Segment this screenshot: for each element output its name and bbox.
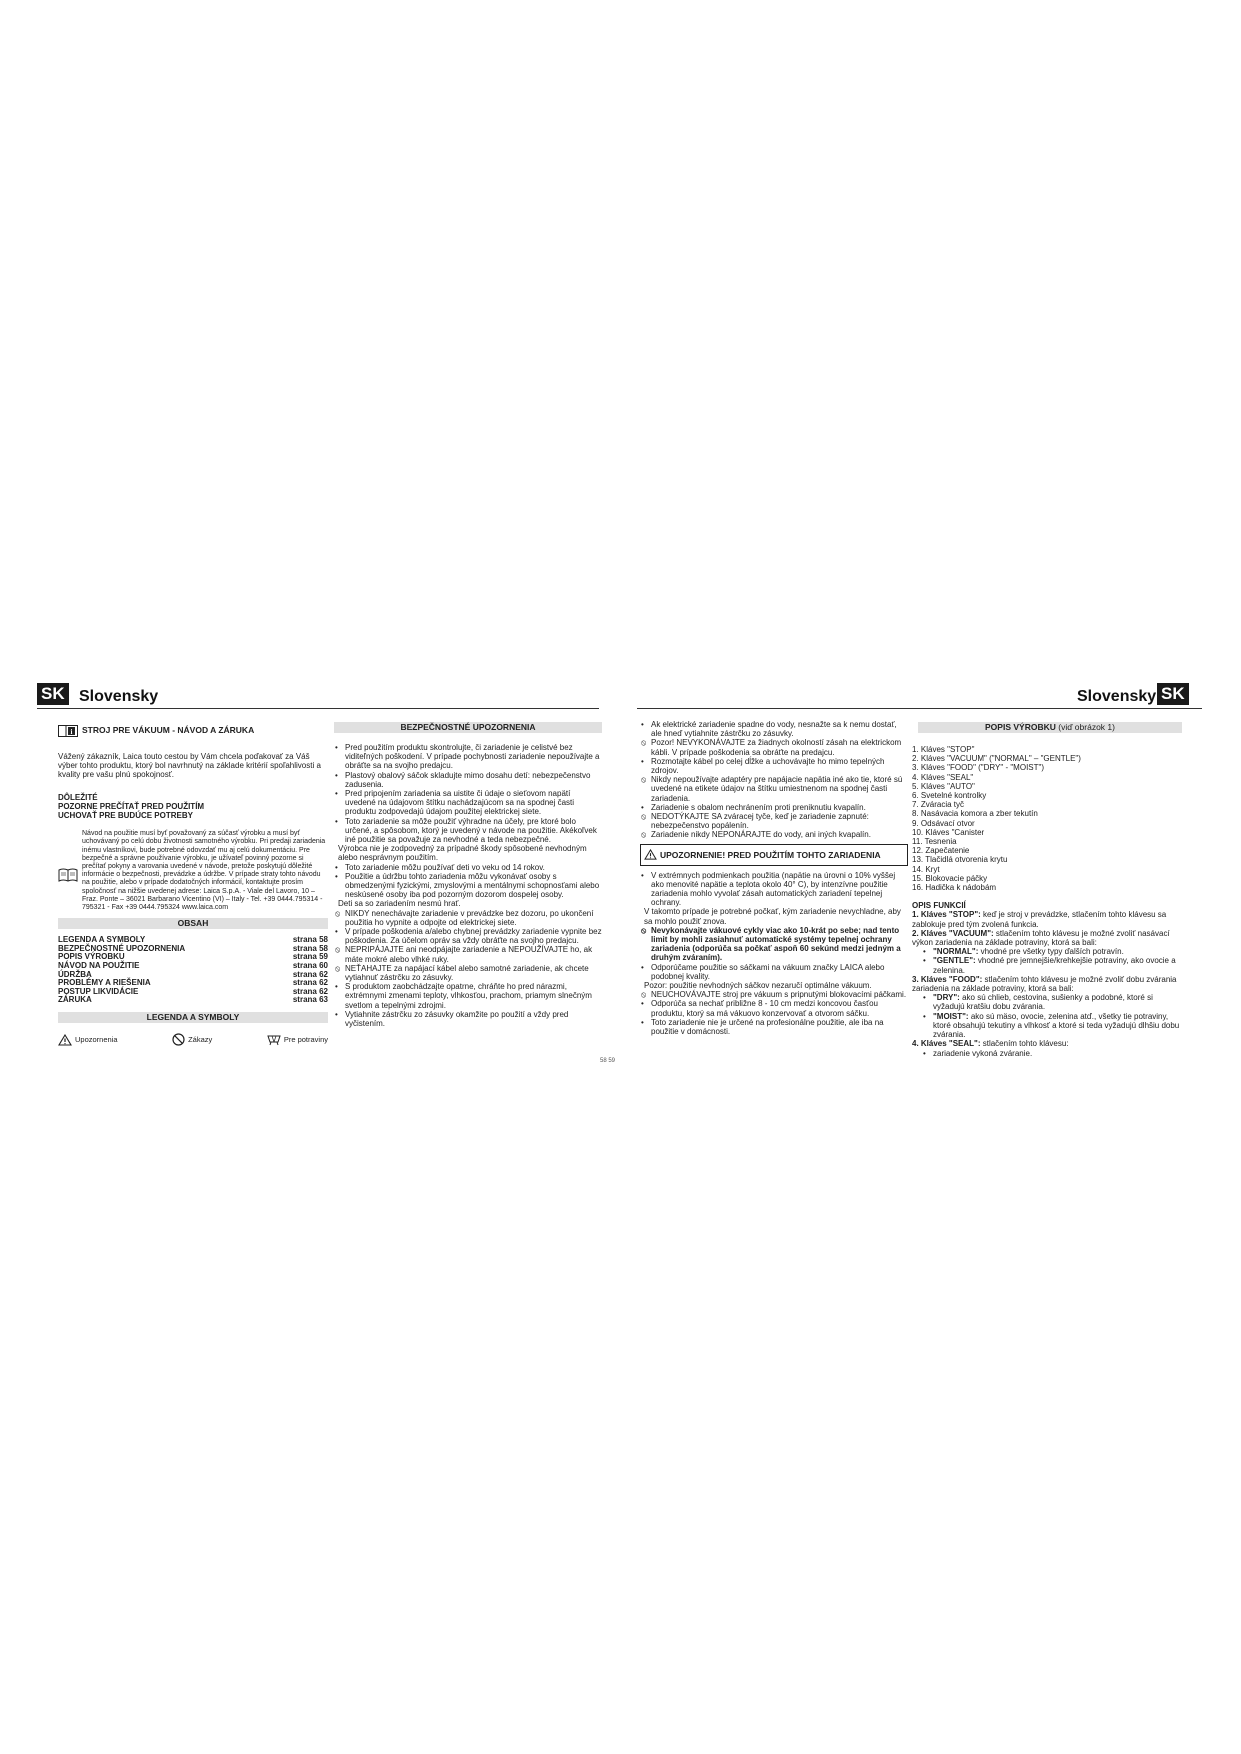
food-options [922, 993, 1182, 1039]
safety-list [334, 743, 602, 1028]
column-safety [334, 722, 602, 1028]
part-item: 7. Zváracia tyč [912, 800, 965, 810]
list-item: Deti sa so zariadením nesmú hrať. [338, 899, 461, 909]
list-item: ⦸ NEUCHOVÁVAJTE stroj pre vákuum s pripnutými blokovacími páčkami. [640, 990, 908, 999]
option-text: ako sú mäso, ovocie, zelenina atď., všetky tie potraviny, ktoré obsahujú tekutiny a vlhkosť a ktoré si teda vyžadujú dlhšiu dobu zvárania. [933, 1011, 1180, 1040]
page-numbers: 58 59 [600, 1058, 616, 1064]
list-item: • zariadenie vykoná zváranie. [922, 1049, 1182, 1058]
contents-heading: OBSAH [58, 918, 328, 929]
function-stop-label: 1. Kláves "STOP": [912, 910, 981, 920]
toc-page: strana 62 [292, 978, 328, 988]
list-item: • Zariadenie s obalom nechránením proti preniknutiu kvapalín. [640, 803, 908, 812]
language-tag-right: SK [1157, 683, 1189, 705]
toc-page: strana 63 [292, 995, 328, 1005]
legend-food-label: Pre potraviny [283, 1035, 328, 1044]
list-item: ⦸ Nikdy nepoužívajte adaptéry pre napájacie napätia iné ako tie, ktoré sú uvedené na etikete údajov na štítku umiestnenom na spodnej časti zariadenia. [640, 775, 908, 803]
list-item: V takomto prípade je potrebné počkať, kým zariadenie nevychladne, aby sa mohlo použiť znova. [644, 907, 901, 926]
warnings-list-top [640, 720, 908, 840]
list-item: • Pred použitím produktu skontrolujte, či zariadenie je celistvé bez viditeľných poškodení. V prípade pochybnosti zariadenie nepoužívajte a obráťte sa na svojho predajcu. [334, 743, 602, 771]
toc-page: strana 62 [292, 969, 328, 979]
toc-label: POSTUP LIKVIDÁCIE [58, 986, 139, 996]
vacuum-options [922, 947, 1182, 975]
option-text: vhodné pre jemnejšie/krehkejšie potraviny, ako ovocie a zelenina. [933, 956, 1176, 975]
list-item: • S produktom zaobchádzajte opatrne, chráňte ho pred nárazmi, extrémnymi zmenami teploty, vlhkosťou, prachom, priamym slnečným svetlom a tepelnými zdrojmi. [334, 982, 602, 1010]
list-item: ⦸ NEDOTÝKAJTE SA zváracej tyče, keď je zariadenie zapnuté: nebezpečenstvo popálenín. [640, 812, 908, 830]
list-item: • Ak elektrické zariadenie spadne do vody, nesnažte sa k nemu dostať, ale hneď vytiahnite zástrčku zo zásuvky. [640, 720, 908, 738]
part-item: 9. Odsávací otvor [912, 818, 975, 828]
toc-label: LEGENDA A SYMBOLY [58, 935, 146, 945]
seal-options [922, 1049, 1182, 1058]
warning-banner [640, 844, 908, 866]
list-item: Výrobca nie je zodpovedný za prípadné škody spôsobené nevhodným alebo nesprávnym použitím. [338, 844, 587, 863]
function-food-text: stlačením tohto klávesu je možné zvoliť dobu zvárania zariadenia na základe potraviny, ktorá sa bali: [912, 974, 1177, 994]
function-vacuum [912, 929, 1182, 947]
function-stop-text: keď je stroj v prevádzke, stlačením tohto klávesu sa zablokuje pred tým zvolená funkcia. [912, 910, 1167, 929]
part-item: 1. Kláves "STOP" [912, 745, 975, 754]
option-label: "GENTLE": [933, 956, 976, 966]
toc-label: BEZPEČNOSTNÉ UPOZORNENIA [58, 943, 186, 953]
list-item: • Toto zariadenie sa môže použiť výhradne na účely, pre ktoré bolo určené, a spôsobom, ktorý je uvedený v návode na použitie. Akékoľvek iné použitie sa považuje za nevhodné a teda nebezpečné. [334, 817, 602, 845]
part-item: 15. Blokovacie páčky [912, 873, 988, 883]
language-tag-left: SK [37, 683, 69, 705]
important-read: POZORNE PREČÍTAŤ PRED POUŽITÍM [58, 801, 205, 811]
function-food [912, 975, 1182, 993]
description-heading [918, 722, 1182, 733]
option-label: "DRY": [933, 993, 960, 1003]
toc-page: strana 59 [292, 952, 328, 962]
important-keep: UCHOVAŤ PRE BUDÚCE POTREBY [58, 811, 193, 821]
option-text: vhodné pre všetky typy ďalších potravín. [978, 947, 1124, 957]
food-icon [267, 1034, 281, 1046]
part-item: 2. Kláves "VACUUM" ("NORMAL" – "GENTLE") [912, 754, 1081, 764]
function-vacuum-label: 2. Kláves "VACUUM": [912, 928, 994, 938]
warning-icon [644, 846, 657, 864]
column-warnings [640, 720, 908, 1036]
warnings-list-bottom [640, 871, 908, 1037]
manual-notice-text: Návod na použitie musí byť považovaný za súčasť výrobku a musí byť uchovávaný po celú dobu životnosti samotného výrobku. Pri predaji zariadenia inému vlastníkovi, bude potrebné odovzdať mu aj celú dokumentáciu. Pre bezpečné a správne používanie výrobku, je užívateľ povinný pozorne si prečítať pokyny a varovania uvedené v návode, pretože poskytujú dôležité informácie o bezpečnosti, prevádzke a údržbe. V prípade straty tohto návodu na použitie, alebo v prípade dodatočných informácií, kontaktujte prosím spoločnosť na nižšie uvedenej adrese: Laica S.p.A. - Viale del Lavoro, 10 – Fraz. Ponte – 36021 Barbarano Vicentino (VI) – Italy - Tel. +39 0444.795314 - 795321 - Fax +39 0444.795324 www.laica.com [82, 830, 326, 912]
legend-prohibition-label: Zákazy [188, 1035, 213, 1044]
list-item: • Pred pripojením zariadenia sa uistite či údaje o sieťovom napätí uvedené na údajovom štítku nachádzajúcom sa na spodnej časti produktu zodpovedajú údajom použitej elektrickej siete. [334, 789, 602, 817]
toc-label: POPIS VÝROBKU [58, 952, 125, 962]
part-item: 5. Kláves "AUTO" [912, 781, 975, 791]
toc-page: strana 62 [292, 986, 328, 996]
list-item: • Odporúča sa nechať približne 8 - 10 cm medzi koncovou časťou produktu, ktorý sa má vákuovo konzervovať a otvorom sáčku. [640, 999, 908, 1017]
parts-list [912, 745, 1182, 892]
toc-label: ÚDRŽBA [58, 969, 92, 979]
table-of-contents [58, 936, 328, 1005]
info-book-icon [58, 722, 78, 740]
safety-heading: BEZPEČNOSTNÉ UPOZORNENIA [334, 722, 602, 733]
header-rule-left [37, 708, 599, 709]
function-seal-text: stlačením tohto klávesu: [980, 1039, 1069, 1049]
function-vacuum-text: stlačením tohto klávesu je možné zvoliť nasávací výkon zariadenia na základe potraviny, ktorá sa bali: [912, 928, 1170, 948]
page-title-left: Slovensky [79, 688, 159, 705]
list-item: • Odporúčame použitie so sáčkami na vákuum značky LAICA alebo podobnej kvality. [640, 963, 908, 981]
list-item: ⦸ Zariadenie nikdy NEPONÁRAJTE do vody, ani iných kvapalín. [640, 830, 908, 839]
list-item: • V extrémnych podmienkach použitia (napätie na úrovni o 10% vyššej ako menovité napätie a teplota okolo 40° C), by intenzívne použitie zariadenia mohlo vyvolať zásah automatických zariadení tepelnej ochrany. [640, 871, 908, 908]
page-title-right: Slovensky [1077, 688, 1157, 705]
list-item [922, 1012, 1182, 1040]
list-item [922, 947, 1182, 956]
legend-heading: LEGENDA A SYMBOLY [58, 1012, 328, 1023]
part-item: 11. Tesnenia [912, 837, 957, 847]
list-item: • Vytiahnite zástrčku zo zásuvky okamžite po použití a vždy pred vyčistením. [334, 1010, 602, 1028]
part-item: 4. Kláves "SEAL" [912, 772, 974, 782]
list-item: ⦸ Nevykonávajte vákuové cykly viac ako 10-krát po sebe; nad tento limit by mohli zasiahnuť automatické systémy tepelnej ochrany zariadenia (odporúča sa počkať aspoň 60 sekúnd medzi jedným a druhým zváraním). [640, 926, 908, 963]
part-item: 3. Kláves "FOOD" ("DRY" - "MOIST") [912, 763, 1045, 773]
part-item: 10. Kláves "Canister [912, 827, 985, 837]
list-item: • Toto zariadenie môžu používať deti vo veku od 14 rokov. [334, 863, 602, 872]
function-food-label: 3. Kláves "FOOD": [912, 974, 983, 984]
legend-symbols [58, 1033, 328, 1046]
function-seal-label: 4. Kláves "SEAL": [912, 1039, 981, 1049]
toc-label: ZÁRUKA [58, 995, 92, 1005]
list-item: • V prípade poškodenia a/alebo chybnej prevádzky zariadenie vypnite bez poškodenia. Za účelom opráv sa vždy obráťte na svojho predajcu. [334, 927, 602, 945]
function-stop [912, 910, 1182, 928]
important-heading: DÔLEŽITÉ [58, 792, 98, 802]
list-item: ⦸ Pozor! NEVYKONÁVAJTE za žiadnych okolností zásah na elektrickom kábli. V prípade poškodenia sa obráťte na predajcu. [640, 738, 908, 756]
list-item: • Použitie a údržbu tohto zariadenia môžu vykonávať osoby s obmedzenými fyzickými, zmyslovými a mentálnymi schopnosťami alebo neskúsené osoby iba pod pozorným dozorom dospelej osoby. [334, 872, 602, 900]
prohibition-icon [172, 1033, 185, 1046]
option-label: "NORMAL": [933, 947, 979, 957]
part-item: 13. Tlačidlá otvorenia krytu [912, 855, 1008, 865]
warning-icon [58, 1034, 72, 1046]
part-item: 6. Svetelné kontrolky [912, 791, 987, 801]
list-item: ⦸ NEPRIPÁJAJTE ani neodpájajte zariadenie a NEPOUŽÍVAJTE ho, ak máte mokré alebo vlhké ruky. [334, 945, 602, 963]
legend-warning-label: Upozornenia [75, 1035, 118, 1044]
warning-banner-title: UPOZORNENIE! PRED POUŽITÍM TOHTO ZARIADENIA [660, 849, 881, 860]
toc-label: PROBLÉMY A RIEŠENIA [58, 978, 151, 988]
list-item: • Plastový obalový sáčok skladujte mimo dosahu detí: nebezpečenstvo zadusenia. [334, 771, 602, 789]
description-title-note: (viď obrázok 1) [1058, 722, 1115, 732]
toc-label: NÁVOD NA POUŽITIE [58, 961, 140, 971]
list-item: ⦸ NEŤAHAJTE za napájací kábel alebo samotné zariadenie, ak chcete vytiahnuť zástrčku zo zásuvky. [334, 964, 602, 982]
option-text: ako sú chlieb, cestovina, sušienky a podobné, ktoré si vyžadujú kratšiu dobu zvárania. [933, 993, 1153, 1012]
list-item: • Rozmotajte kábel po celej dĺžke a uchovávajte ho mimo tepelných zdrojov. [640, 757, 908, 775]
option-label: "MOIST": [933, 1011, 969, 1021]
toc-row[interactable] [58, 988, 328, 997]
toc-page: strana 60 [292, 961, 328, 971]
toc-row[interactable] [58, 962, 328, 971]
toc-row[interactable] [58, 996, 328, 1005]
toc-page: strana 58 [292, 935, 328, 945]
list-item [922, 956, 1182, 974]
part-item: 14. Kryt [912, 864, 940, 874]
manual-title: STROJ PRE VÁKUUM - NÁVOD A ZÁRUKA [82, 725, 255, 736]
header-rule-right [637, 708, 1202, 709]
part-item: 12. Zapečatenie [912, 846, 970, 856]
intro-text: Vážený zákazník, Laica touto cestou by Vám chcela poďakovať za Váš výber tohto produktu, ktorý bol navrhnutý na základe kritérií spoľahlivosti a kvality pre vašu plnú spokojnosť. [58, 752, 321, 780]
function-seal [912, 1039, 1182, 1048]
functions-heading: OPIS FUNKCIÍ [912, 901, 966, 911]
open-book-icon [58, 830, 78, 912]
column-intro [58, 722, 328, 1046]
part-item: 16. Hadička k nádobám [912, 883, 997, 893]
part-item: 8. Nasávacia komora a zber tekutín [912, 809, 1038, 819]
list-item [922, 993, 1182, 1011]
list-item: Pozor: použitie nevhodných sáčkov nezaručí optimálne vákuum. [644, 981, 872, 991]
list-item: ⦸ NIKDY nenechávajte zariadenie v prevádzke bez dozoru, po ukončení použitia ho vypnite a odpojte od elektrickej siete. [334, 909, 602, 927]
column-description [912, 722, 1182, 1058]
svg-text:i: i [70, 727, 73, 736]
list-item: • Toto zariadenie nie je určené na profesionálne použitie, ale iba na použitie v domácnosti. [640, 1018, 908, 1036]
description-title: POPIS VÝROBKU [985, 722, 1056, 732]
toc-page: strana 58 [292, 943, 328, 953]
